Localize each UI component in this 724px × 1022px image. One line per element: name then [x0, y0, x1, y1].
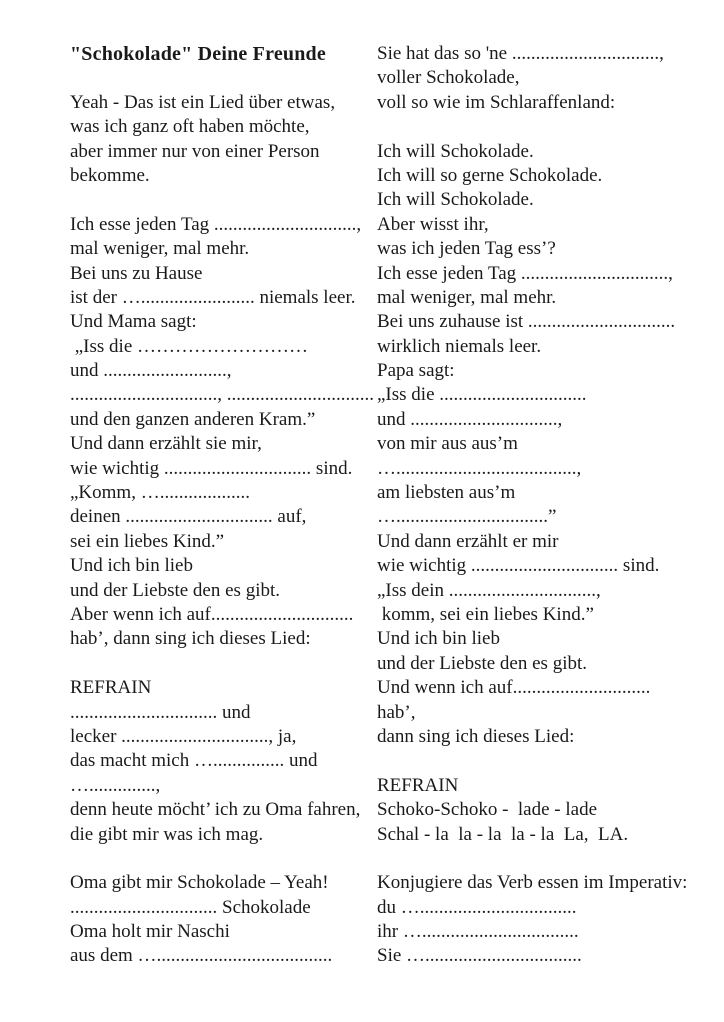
lyric-line: dann sing ich dieses Lied:	[377, 725, 575, 747]
lyric-line: Ich esse jeden Tag ..............................,	[70, 213, 362, 235]
right-column-lines	[377, 42, 717, 969]
lyric-line: und den ganzen anderen Kram.”	[70, 408, 316, 430]
lyric-line: Aber wenn ich auf..............................	[70, 603, 354, 625]
lyric-line: hab’,	[377, 701, 416, 723]
lyric-line: das macht mich …............... und	[70, 750, 318, 772]
lyric-line: „Iss dein ...............................,	[377, 579, 601, 601]
lyric-line: wie wichtig ............................... sind.	[70, 457, 353, 479]
blank-line	[377, 749, 717, 773]
lyric-line: Yeah - Das ist ein Lied über etwas,	[70, 91, 336, 113]
lyric-line: am liebsten aus’m	[377, 482, 516, 504]
lyric-line: bekomme.	[70, 164, 150, 186]
lyric-line: …..............,	[70, 774, 161, 796]
left-column-lines	[70, 66, 382, 968]
lyric-line: ..............................., ...............................	[70, 384, 374, 406]
lyric-line: wirklich niemals leer.	[377, 335, 542, 357]
blank-line	[70, 66, 382, 90]
lyric-line: „Iss die ...............................	[377, 384, 587, 406]
lyric-line: Und ich bin lieb	[377, 628, 500, 650]
lyric-line: Und ich bin lieb	[70, 555, 193, 577]
lyric-line: aber immer nur von einer Person	[70, 140, 320, 162]
lyric-line: voll so wie im Schlaraffenland:	[377, 91, 616, 113]
right-column	[377, 42, 717, 969]
lyric-line: mal weniger, mal mehr.	[70, 238, 250, 260]
lyric-line: komm, sei ein liebes Kind.”	[377, 603, 594, 625]
lyric-line: Ich will Schokolade.	[377, 140, 534, 162]
lyric-line: Bei uns zuhause ist ...............................	[377, 311, 676, 333]
lyric-line: Konjugiere das Verb essen im Imperativ:	[377, 872, 688, 894]
lyric-line: was ich ganz oft haben möchte,	[70, 116, 310, 138]
lyric-line: ist der …........................ niemals leer.	[70, 286, 356, 308]
lyric-line: „Iss die ………………………	[70, 335, 309, 357]
lyric-line: „Komm, …...................	[70, 482, 250, 504]
blank-line	[70, 847, 382, 871]
lyric-line: REFRAIN	[70, 677, 152, 699]
lyric-line: und ..........................,	[70, 360, 232, 382]
lyric-line: Bei uns zu Hause	[70, 262, 203, 284]
lyric-line: REFRAIN	[377, 774, 459, 796]
lyric-line: wie wichtig ............................... sind.	[377, 555, 660, 577]
lyric-line: Sie ….................................	[377, 945, 582, 967]
lyric-line: was ich jeden Tag ess’?	[377, 238, 556, 260]
lyric-line: hab’, dann sing ich dieses Lied:	[70, 628, 311, 650]
lyric-line: deinen ............................... auf,	[70, 506, 307, 528]
lyric-line: du ….................................	[377, 896, 577, 918]
lyric-line: und ...............................,	[377, 408, 563, 430]
lyric-line: die gibt mir was ich mag.	[70, 823, 264, 845]
lyric-line: Schal - la la - la la - la La, LA.	[377, 823, 629, 845]
lyric-line: sei ein liebes Kind.”	[70, 530, 225, 552]
lyric-line: Schoko-Schoko - lade - lade	[377, 799, 598, 821]
lyric-line: Ich esse jeden Tag ...............................,	[377, 262, 673, 284]
lyric-line: ............................... und	[70, 701, 251, 723]
lyric-line: lecker ..............................., ja,	[70, 725, 297, 747]
lyric-line: Aber wisst ihr,	[377, 213, 489, 235]
lyric-line: Und dann erzählt sie mir,	[70, 433, 262, 455]
lyric-line: von mir aus aus’m	[377, 433, 518, 455]
blank-line	[70, 652, 382, 676]
lyric-line: Und Mama sagt:	[70, 311, 197, 333]
lyric-line: …................................”	[377, 506, 557, 528]
lyric-line: Sie hat das so 'ne ...............................,	[377, 43, 664, 64]
lyric-line: …......................................,	[377, 457, 582, 479]
lyric-line: ............................... Schokolade	[70, 896, 311, 918]
lyric-line: Und wenn ich auf.............................	[377, 677, 651, 699]
lyric-line: und der Liebste den es gibt.	[377, 652, 588, 674]
lyric-line: Oma gibt mir Schokolade – Yeah!	[70, 872, 329, 894]
lyric-line: ihr ….................................	[377, 921, 579, 943]
lyric-line: Papa sagt:	[377, 360, 455, 382]
blank-line	[377, 847, 717, 871]
lyric-line: Ich will Schokolade.	[377, 189, 534, 211]
lyric-line: Und dann erzählt er mir	[377, 530, 559, 552]
lyric-line: denn heute möcht’ ich zu Oma fahren,	[70, 799, 361, 821]
blank-line	[70, 188, 382, 212]
lyric-line: Oma holt mir Naschi	[70, 921, 230, 943]
song-title: "Schokolade" Deine Freunde	[70, 43, 326, 65]
lyric-line: mal weniger, mal mehr.	[377, 286, 557, 308]
blank-line	[377, 115, 717, 139]
left-column	[70, 42, 382, 969]
lyric-line: und der Liebste den es gibt.	[70, 579, 281, 601]
lyric-line: aus dem ….....................................	[70, 945, 333, 967]
lyric-line: voller Schokolade,	[377, 67, 520, 89]
lyric-line: Ich will so gerne Schokolade.	[377, 164, 603, 186]
